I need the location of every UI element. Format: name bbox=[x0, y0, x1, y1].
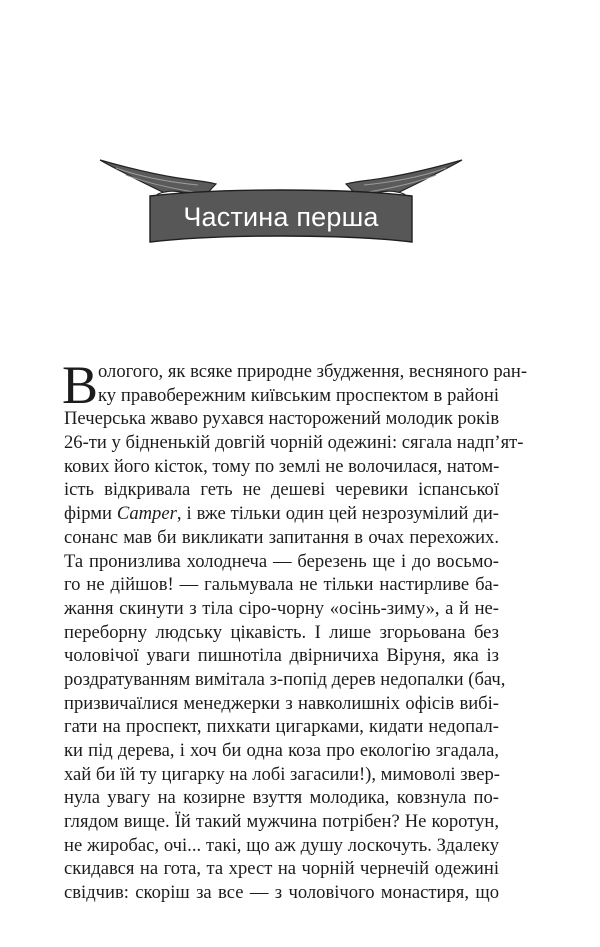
text-line: глядом вище. Їй такий мужчина потрібен? Не коротун, bbox=[64, 811, 499, 833]
text-line: Печерська жваво рухався насторожений молодик років bbox=[64, 408, 500, 430]
text-line-split: кових його кісток, тому по землі не волочилася, натом- bbox=[64, 455, 500, 477]
text-line: ологого, як всяке природне збудження, весняного ран- bbox=[98, 361, 528, 382]
text-line-split: ість відкривала геть не дешеві черевики іспанської bbox=[64, 479, 499, 501]
text-line: роздратуванням вимітала з-попід дерев недопалки (бач, bbox=[64, 668, 506, 690]
text-line: переборну людську цікавість. І лише згорьована без bbox=[64, 621, 499, 643]
text-line-camper: фірми Camper, і вже тільки один цей незрозумілий ди- bbox=[64, 503, 499, 525]
text-line: нула увагу на козирне взуття молодика, ковзнула по- bbox=[64, 787, 499, 809]
text-line: жання скинути з тіла сіро-чорну «осінь-зиму», а й не- bbox=[64, 597, 499, 619]
text-line: гати на проспект, пихкати цигарками, кидати недопал- bbox=[64, 716, 499, 738]
drop-cap-letter: В bbox=[62, 355, 99, 415]
text-line: сонанс мав би викликати запитання в очах перехожих. bbox=[64, 526, 499, 548]
text-line: го не дійшов! — гальмувала не тільки настирливе ба- bbox=[64, 574, 499, 596]
text-line: чоловічої уваги пишнотіла двірничиха Віруня, яка із bbox=[64, 645, 499, 667]
chapter-banner bbox=[98, 158, 464, 252]
text-line: свідчив: скоріш за все — з чоловічого монастиря, що bbox=[64, 882, 499, 904]
text-line: призвичаїлися менеджерки з навколишніх офісів вибі- bbox=[64, 692, 499, 714]
text-line: ки під дерева, і хоч би одна коза про екологію згадала, bbox=[64, 740, 499, 761]
text-line: ку правобережним київським проспектом в районі bbox=[98, 384, 499, 406]
text-line: 26-ти у бідненькій довгій чорній одежині: сягала надп’ят- bbox=[64, 432, 524, 454]
chapter-title: Частина перша bbox=[183, 202, 379, 232]
text-line: Та пронизлива холоднеча — березень ще і до восьмо- bbox=[64, 550, 499, 572]
text-line: не жиробас, очі... такі, що аж душу лоскочуть. Здалеку bbox=[64, 834, 499, 856]
text-line: скидався на гота, та хрест на чорній чернечій одежині bbox=[64, 858, 499, 880]
body-paragraph bbox=[62, 355, 528, 905]
brand-name-italic: Camper bbox=[116, 503, 177, 525]
text-line: хай би їй ту цигарку на лобі загасили!), мимоволі звер- bbox=[64, 763, 500, 785]
